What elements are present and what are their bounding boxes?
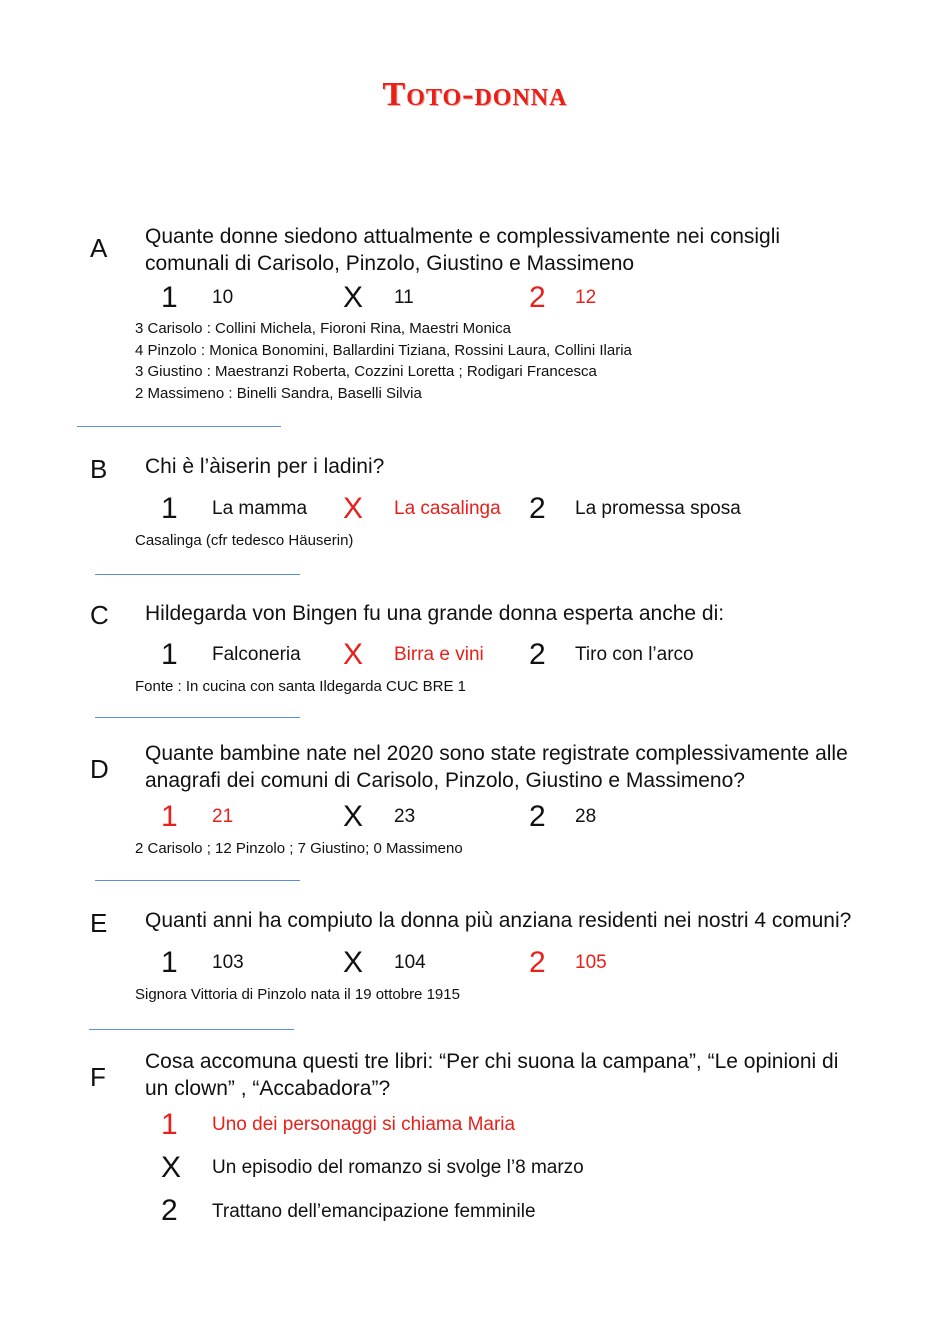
separator-line (95, 717, 300, 718)
option-d-x-answer: 23 (394, 806, 416, 827)
option-a-1-symbol: 1 (161, 281, 178, 314)
separator-line (95, 574, 300, 575)
option-a-2-answer: 12 (575, 287, 597, 308)
note-line: 2 Massimeno : Binelli Sandra, Baselli Silvia (135, 384, 422, 402)
option-d-2-answer: 28 (575, 806, 597, 827)
option-a-x-symbol: X (343, 281, 364, 314)
question-text-f: Cosa accomuna questi tre libri: “Per chi suona la campana”, “Le opinioni di un clown” , “Accabadora”? (145, 1050, 839, 1100)
option-b-1-answer: La mamma (212, 498, 308, 519)
option-e-2-answer: 105 (575, 952, 607, 973)
question-text-e: Quanti anni ha compiuto la donna più anziana residenti nei nostri 4 comuni? (145, 909, 852, 932)
question-text-a: Quante donne siedono attualmente e complessivamente nei consigli comunali di Carisolo, Pinzolo, Giustino e Massimeno (145, 225, 781, 275)
option-f-2-answer: Trattano dell’emancipazione femminile (212, 1201, 536, 1222)
question-text-b: Chi è l’àiserin per i ladini? (145, 455, 385, 478)
option-f-x-answer: Un episodio del romanzo si svolge l’8 marzo (212, 1157, 584, 1178)
option-a-2-symbol: 2 (529, 281, 546, 314)
option-c-x-symbol: X (343, 638, 364, 671)
option-e-x-symbol: X (343, 946, 364, 979)
option-c-1-answer: Falconeria (212, 644, 301, 665)
separator-line (95, 880, 300, 881)
answer-note-e: Signora Vittoria di Pinzolo nata il 19 ottobre 1915 (135, 986, 460, 1003)
question-letter-e: E (90, 908, 108, 938)
question-letter-b: B (90, 454, 108, 484)
note-line: 4 Pinzolo : Monica Bonomini, Ballardini Tiziana, Rossini Laura, Collini Ilaria (135, 341, 632, 359)
note-line: 3 Giustino : Maestranzi Roberta, Cozzini Loretta ; Rodigari Francesca (135, 363, 597, 380)
option-e-2-symbol: 2 (529, 946, 546, 979)
option-b-2-symbol: 2 (529, 492, 546, 525)
option-b-1-symbol: 1 (161, 492, 178, 525)
question-text-d: Quante bambine nate nel 2020 sono state registrate complessivamente alle anagrafi dei comuni di Carisolo, Pinzolo, Giustino e Massimeno? (145, 742, 848, 792)
answer-note-c: Fonte : In cucina con santa Ildegarda CUC BRE 1 (135, 678, 467, 695)
option-d-x-symbol: X (343, 800, 364, 833)
page-title: Toto-donna (382, 76, 568, 113)
separator-line (77, 426, 281, 427)
option-c-1-symbol: 1 (161, 638, 178, 671)
question-letter-d: D (90, 754, 109, 784)
option-b-x-answer: La casalinga (394, 498, 501, 519)
answer-note-d: 2 Carisolo ; 12 Pinzolo ; 7 Giustino; 0 Massimeno (135, 840, 463, 857)
option-e-x-answer: 104 (394, 952, 426, 973)
question-letter-a: A (90, 233, 108, 263)
option-d-1-answer: 21 (212, 806, 234, 827)
option-d-2-symbol: 2 (529, 800, 546, 833)
option-a-x-answer: 11 (394, 287, 414, 308)
option-f-1-symbol: 1 (161, 1108, 178, 1141)
question-letter-f: F (90, 1062, 106, 1092)
option-a-1-answer: 10 (212, 287, 234, 308)
separator-line (89, 1029, 294, 1030)
answer-note-a (135, 318, 632, 404)
option-f-x-symbol: X (161, 1151, 182, 1184)
option-e-1-symbol: 1 (161, 946, 178, 979)
note-line: 3 Carisolo : Collini Michela, Fioroni Rina, Maestri Monica (135, 320, 511, 337)
question-letter-c: C (90, 600, 109, 630)
answer-note-b: Casalinga (cfr tedesco Häuserin) (135, 532, 354, 549)
option-b-2-answer: La promessa sposa (575, 498, 741, 519)
option-d-1-symbol: 1 (161, 800, 178, 833)
question-text-c: Hildegarda von Bingen fu una grande donna esperta anche di: (145, 602, 725, 625)
option-f-1-answer: Uno dei personaggi si chiama Maria (212, 1114, 516, 1135)
option-f-2-symbol: 2 (161, 1194, 178, 1227)
option-b-x-symbol: X (343, 492, 364, 525)
option-c-2-answer: Tiro con l’arco (575, 644, 694, 665)
option-c-x-answer: Birra e vini (394, 644, 484, 665)
option-c-2-symbol: 2 (529, 638, 546, 671)
option-e-1-answer: 103 (212, 952, 244, 973)
